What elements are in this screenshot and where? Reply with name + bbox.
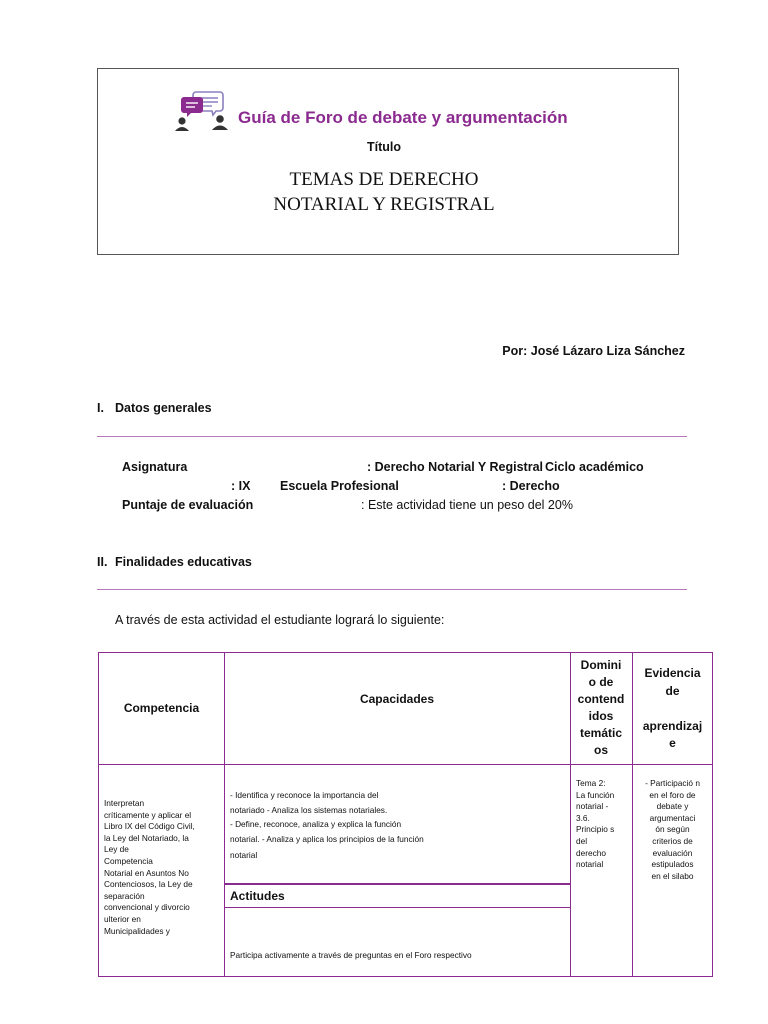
header-dominio-line: os (593, 743, 608, 757)
section-1-number: I. (97, 401, 104, 415)
dominio-line: 3.6. (576, 812, 590, 823)
section-1-title: Datos generales (115, 401, 212, 415)
header-dominio-line: Domini (580, 658, 622, 672)
dominio-cell (576, 778, 628, 871)
ciclo-value: : IX (231, 479, 251, 493)
header-dominio (570, 657, 632, 759)
dominio-line: del (576, 835, 588, 846)
dominio-line: Tema 2: (576, 778, 606, 788)
escuela-label: Escuela Profesional (280, 479, 399, 493)
author-line: Por: José Lázaro Liza Sánchez (502, 344, 685, 358)
actitudes-divider (224, 883, 570, 885)
intro-text: A través de esta actividad el estudiante logrará lo siguiente: (115, 613, 445, 627)
header-evidencia-line: Evidencia (644, 666, 701, 680)
header-dominio-line: temátic (579, 726, 623, 740)
header-evidencia-line (632, 700, 713, 718)
competencia-cell (104, 798, 217, 937)
document-title (0, 167, 768, 217)
evidencia-line: en el foro de (649, 789, 696, 800)
evidencia-line: argumentaci (649, 812, 696, 823)
evidencia-line: en el silabo (651, 870, 694, 881)
dominio-line: derecho (576, 847, 606, 858)
capacidad-line: - Define, reconoce, analiza y explica la función (230, 819, 402, 829)
header-dominio-line: idos (588, 709, 614, 723)
competencia-line: críticamente y aplicar el (104, 809, 192, 820)
competencia-line: Libro IX del Código Civil, (104, 821, 195, 832)
header-evidencia (632, 665, 713, 753)
puntaje-label: Puntaje de evaluación (122, 498, 254, 512)
dominio-line: La función (576, 789, 615, 800)
section-1-heading (97, 401, 212, 415)
competencia-line: Municipalidades y (104, 925, 170, 936)
section-2-number: II. (97, 555, 108, 569)
dominio-line: notarial - (576, 801, 609, 812)
ciclo-label: Ciclo académico (545, 460, 644, 474)
evidencia-line: criterios de (652, 835, 693, 846)
competencia-line: ulterior en (104, 913, 141, 924)
capacidad-line: notarial (230, 850, 258, 860)
titulo-label: Título (366, 140, 401, 154)
actitudes-label: Actitudes (230, 889, 285, 903)
section-2-heading (97, 555, 252, 569)
competencia-line: separación (104, 890, 145, 901)
evidencia-line: evaluación (652, 847, 693, 858)
document-title-line-2: NOTARIAL Y REGISTRAL (273, 194, 495, 215)
capacidad-line: notariado - Analiza los sistemas notariales. (230, 805, 388, 815)
capacidad-line: notarial. - Analiza y aplica los principios de la función (230, 834, 424, 844)
competencia-line: Ley de (104, 844, 129, 855)
dominio-line: notarial (576, 859, 604, 870)
asignatura-label: Asignatura (122, 460, 188, 474)
competencia-line: Contenciosos, la Ley de (104, 879, 193, 890)
asignatura-value: : Derecho Notarial Y Registral (367, 460, 543, 474)
actitudes-divider (224, 907, 570, 908)
header-competencia: Competencia (123, 701, 200, 715)
evidencia-line: debate y (656, 801, 689, 812)
header-evidencia-line: de (665, 683, 680, 698)
document-title-line-1: TEMAS DE DERECHO (289, 169, 479, 190)
section-2-title: Finalidades educativas (115, 555, 252, 569)
competencia-line: Notarial en Asuntos No (104, 867, 189, 878)
competencia-line: Interpretan (104, 798, 145, 808)
competencia-line: la Ley del Notariado, la (104, 832, 189, 843)
header-capacidades: Capacidades (359, 692, 435, 706)
section-1-divider (97, 436, 687, 437)
table-header-divider (99, 764, 712, 765)
puntaje-value: : Este actividad tiene un peso del 20% (361, 498, 573, 512)
header-dominio-line: contend (577, 692, 625, 706)
evidencia-line: ón según (655, 824, 690, 835)
forum-chat-icon (174, 88, 230, 132)
capacidad-line: - Identifica y reconoce la importancia del (230, 790, 379, 800)
header-dominio-line: o de (588, 675, 614, 689)
section-2-divider (97, 589, 687, 590)
evidencia-cell (636, 778, 709, 882)
evidencia-line: - Participació n (645, 778, 700, 788)
escuela-value: : Derecho (502, 479, 560, 493)
actitudes-text: Participa activamente a través de preguntas en el Foro respectivo (230, 950, 472, 960)
evidencia-line: estipulados (651, 859, 694, 870)
competencia-line: Competencia (104, 855, 153, 866)
competencia-line: convencional y divorcio (104, 902, 190, 913)
guide-title: Guía de Foro de debate y argumentación (238, 108, 568, 127)
competencies-table (98, 652, 713, 977)
header-evidencia-line: e (669, 736, 676, 750)
dominio-line: Principio s (576, 824, 615, 835)
header-evidencia-line: aprendizaj (642, 718, 703, 733)
